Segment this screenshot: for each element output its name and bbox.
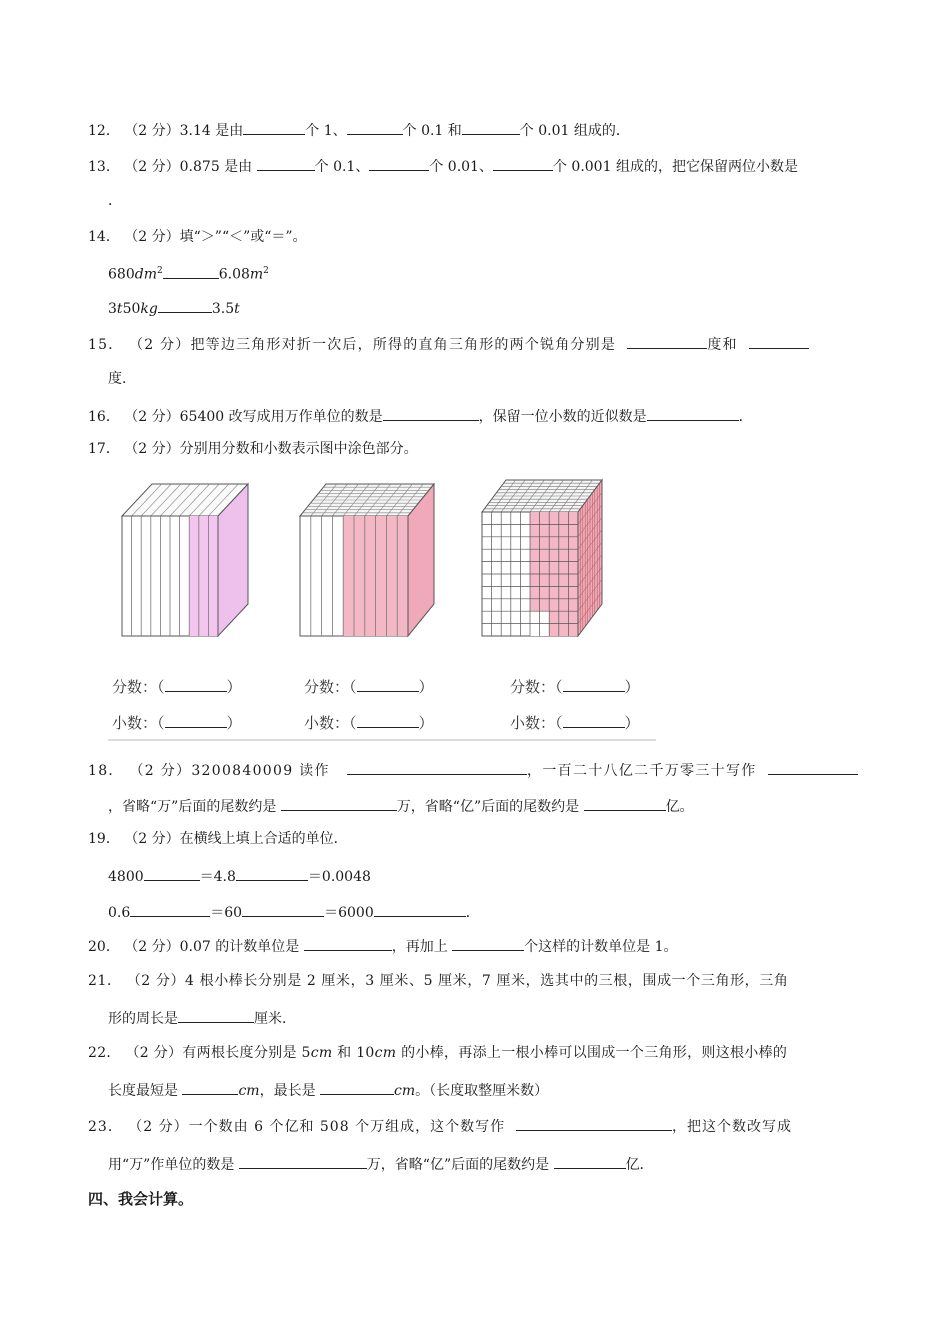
question-22-cont <box>108 1080 548 1100</box>
question-text: ． <box>108 193 122 209</box>
answer-blank[interactable] <box>554 1154 626 1169</box>
question-text: 万，省略“亿”后面的尾数约是 <box>366 1157 550 1173</box>
question-number: 12． <box>88 123 120 139</box>
question-text: 万，省略“亿”后面的尾数约是 <box>396 799 580 815</box>
value: 50 <box>122 301 141 317</box>
question-text: 在横线上填上合适的单位． <box>179 831 348 847</box>
question-text: 个这样的计数单位是 1。 <box>524 939 678 955</box>
question-number: 15． <box>88 337 124 353</box>
cube-half <box>300 484 434 636</box>
label-text: ） <box>418 714 434 732</box>
value: 680 <box>108 266 135 283</box>
answer-blank[interactable] <box>357 677 419 692</box>
question-score: （2 分） <box>128 1119 189 1135</box>
question-text: 亿。 <box>665 799 694 815</box>
value: 3 <box>108 301 117 317</box>
question-text: ，一百二十八亿二千万零三十写作 <box>527 763 757 779</box>
question-text: 厘米． <box>254 1011 296 1027</box>
question-17 <box>88 440 418 458</box>
question-text: 把等边三角形对折一次后，所得的直角三角形的两个锐角分别是 <box>190 337 617 353</box>
question-number: 22． <box>88 1045 121 1061</box>
question-text: 度． <box>108 371 136 387</box>
value: 0.6 <box>108 905 131 921</box>
answer-blank[interactable] <box>347 760 527 775</box>
shaded-cubes-figure <box>108 466 656 742</box>
question-23 <box>88 1116 792 1136</box>
question-text: 长度最短是 <box>108 1083 178 1099</box>
value: ＝60 <box>210 905 243 921</box>
answer-blank[interactable] <box>158 298 212 313</box>
question-text: 65400 改写成用万作单位的数是 <box>179 409 383 425</box>
question-text: 和 10 <box>332 1045 375 1061</box>
answer-blank[interactable] <box>627 334 707 349</box>
question-number: 17． <box>88 441 120 457</box>
answer-blank[interactable] <box>383 406 479 421</box>
fraction-label-3 <box>510 676 640 697</box>
question-text: 亿． <box>625 1157 654 1173</box>
answer-blank[interactable] <box>182 1080 238 1095</box>
question-text: ，省略“万”后面的尾数约是 <box>108 799 277 815</box>
fraction-label-1 <box>112 676 242 697</box>
label-text: 分数：（ <box>112 678 165 696</box>
question-score: （2 分） <box>124 939 180 955</box>
question-text: 4 根小棒长分别是 2 厘米，3 厘米、5 厘米，7 厘米，选其中的三根，围成一个三角形，三角 <box>185 973 789 989</box>
question-22 <box>88 1044 787 1062</box>
label-text: ） <box>226 678 242 696</box>
question-text: 用“万”作单位的数是 <box>108 1157 235 1173</box>
label-text: ） <box>624 714 640 732</box>
unit: kg <box>140 301 158 317</box>
answer-blank[interactable] <box>584 796 666 811</box>
unit: dm <box>134 266 157 283</box>
question-text: 3200840009 读作 <box>191 763 330 779</box>
answer-blank[interactable] <box>462 120 520 135</box>
question-text: ． <box>738 409 753 425</box>
answer-blank[interactable] <box>369 156 429 171</box>
question-text: 个 0.001 组成的，把它保留两位小数是 <box>552 159 798 175</box>
answer-blank[interactable] <box>165 713 227 728</box>
cube-hundredths <box>482 480 602 636</box>
question-text: 。（长度取整厘米数） <box>415 1083 549 1099</box>
question-16 <box>88 406 753 426</box>
question-text: 填“＞”“＜”或“＝”。 <box>179 229 307 245</box>
question-number: 23． <box>88 1119 123 1135</box>
question-number: 13． <box>88 159 120 175</box>
question-text: 个 0.01、 <box>429 159 493 175</box>
question-number: 21． <box>88 973 122 989</box>
question-21-cont <box>108 1008 296 1028</box>
unit-row-1 <box>108 866 371 886</box>
compare-row-1 <box>108 262 269 284</box>
answer-blank[interactable] <box>281 796 397 811</box>
cube-tenths <box>122 484 248 636</box>
answer-blank[interactable] <box>563 677 625 692</box>
value: ＝4.8 <box>199 869 236 885</box>
section-title: 四、我会计算。 <box>88 1190 194 1208</box>
unit: t <box>116 301 123 317</box>
label-text: 小数：（ <box>112 714 165 732</box>
question-text: 有两根长度分别是 5 <box>182 1045 311 1061</box>
question-number: 18． <box>88 763 124 779</box>
unit: cm <box>374 1045 397 1061</box>
question-text: ，把这个数改写成 <box>671 1119 792 1135</box>
exponent: 2 <box>263 266 269 276</box>
question-13 <box>88 156 798 176</box>
question-23-cont <box>108 1154 654 1174</box>
question-score: （2 分） <box>129 763 192 779</box>
question-text: 个 0.1 和 <box>402 123 462 139</box>
question-text: 个 0.01 组成的． <box>519 123 630 139</box>
question-text: 3.14 是由 <box>179 123 244 139</box>
question-score: （2 分） <box>124 229 180 245</box>
answer-blank[interactable] <box>130 902 210 917</box>
question-15-cont <box>108 370 136 388</box>
answer-blank[interactable] <box>563 713 625 728</box>
value: ＝6000 <box>324 905 374 921</box>
question-text: 0.07 的计数单位是 <box>179 939 300 955</box>
question-text: 度和 <box>707 337 738 353</box>
answer-blank[interactable] <box>242 902 324 917</box>
question-21 <box>88 972 788 990</box>
question-18 <box>88 760 858 780</box>
decimal-label-1 <box>112 712 242 733</box>
answer-blank[interactable] <box>493 156 553 171</box>
question-text: 形的周长是 <box>108 1011 178 1027</box>
exponent: 2 <box>156 266 163 276</box>
question-20 <box>88 936 678 956</box>
label-text: 分数：（ <box>510 678 563 696</box>
question-14 <box>88 228 307 246</box>
question-text: ，再加上 <box>391 939 448 955</box>
question-15 <box>88 334 809 354</box>
decimal-label-3 <box>510 712 640 733</box>
question-text: 0.875 是由 <box>179 159 253 175</box>
question-text: 个 1、 <box>305 123 347 139</box>
answer-blank[interactable] <box>243 120 305 135</box>
question-text: ，保留一位小数的近似数是 <box>478 409 647 425</box>
question-text: 的小棒，再添上一根小棒可以围成一个三角形，则这根小棒的 <box>396 1045 788 1061</box>
question-text: 分别用分数和小数表示图中涂色部分。 <box>179 441 418 457</box>
answer-blank[interactable] <box>236 866 308 881</box>
answer-blank[interactable] <box>452 936 524 951</box>
question-score: （2 分） <box>124 409 180 425</box>
fraction-label-2 <box>304 676 434 697</box>
answer-blank[interactable] <box>647 406 739 421</box>
unit: t <box>234 301 240 317</box>
answer-blank[interactable] <box>239 1154 367 1169</box>
question-13-cont <box>108 192 122 210</box>
unit-row-2 <box>108 902 480 922</box>
label-text: ） <box>226 714 242 732</box>
question-score: （2 分） <box>124 123 180 139</box>
question-score: （2 分） <box>124 159 180 175</box>
question-number: 14． <box>88 229 120 245</box>
shaded-region <box>189 516 218 636</box>
question-18-cont <box>108 796 694 816</box>
unit: m <box>249 266 264 283</box>
value: ＝0.0048 <box>307 869 371 885</box>
answer-blank[interactable] <box>768 760 858 775</box>
question-score: （2 分） <box>129 337 191 353</box>
value: 3.5 <box>211 301 235 317</box>
label-text: ） <box>624 678 640 696</box>
question-19 <box>88 830 348 848</box>
question-number: 20． <box>88 939 120 955</box>
question-score: （2 分） <box>124 831 180 847</box>
question-text: 个 0.1、 <box>314 159 370 175</box>
value: 4800 <box>108 869 144 885</box>
compare-row-2 <box>108 298 240 318</box>
question-12 <box>88 120 630 140</box>
unit: cm <box>394 1083 416 1099</box>
answer-blank[interactable] <box>347 120 403 135</box>
answer-blank[interactable] <box>163 264 219 279</box>
value: ． <box>465 905 480 921</box>
question-number: 19． <box>88 831 120 847</box>
unit: cm <box>238 1083 260 1099</box>
cubes-svg <box>108 466 656 742</box>
answer-blank[interactable] <box>374 902 466 917</box>
answer-blank[interactable] <box>320 1080 394 1095</box>
unit: cm <box>310 1045 333 1061</box>
answer-blank[interactable] <box>165 677 227 692</box>
question-score: （2 分） <box>124 441 180 457</box>
label-text: 小数：（ <box>304 714 357 732</box>
decimal-label-2 <box>304 712 434 733</box>
answer-blank[interactable] <box>144 866 200 881</box>
question-text: 一个数由 6 个亿和 508 个万组成，这个数写作 <box>188 1119 506 1135</box>
label-text: ） <box>418 678 434 696</box>
label-text: 小数：（ <box>510 714 563 732</box>
answer-blank[interactable] <box>749 334 809 349</box>
question-number: 16． <box>88 409 120 425</box>
answer-blank[interactable] <box>304 936 392 951</box>
question-text: ，最长是 <box>259 1083 316 1099</box>
value: 6.08 <box>218 266 250 283</box>
answer-blank[interactable] <box>257 156 315 171</box>
answer-blank[interactable] <box>357 713 419 728</box>
answer-blank[interactable] <box>516 1116 672 1131</box>
answer-blank[interactable] <box>178 1008 254 1023</box>
label-text: 分数：（ <box>304 678 357 696</box>
question-score: （2 分） <box>125 1045 183 1061</box>
question-score: （2 分） <box>126 973 186 989</box>
